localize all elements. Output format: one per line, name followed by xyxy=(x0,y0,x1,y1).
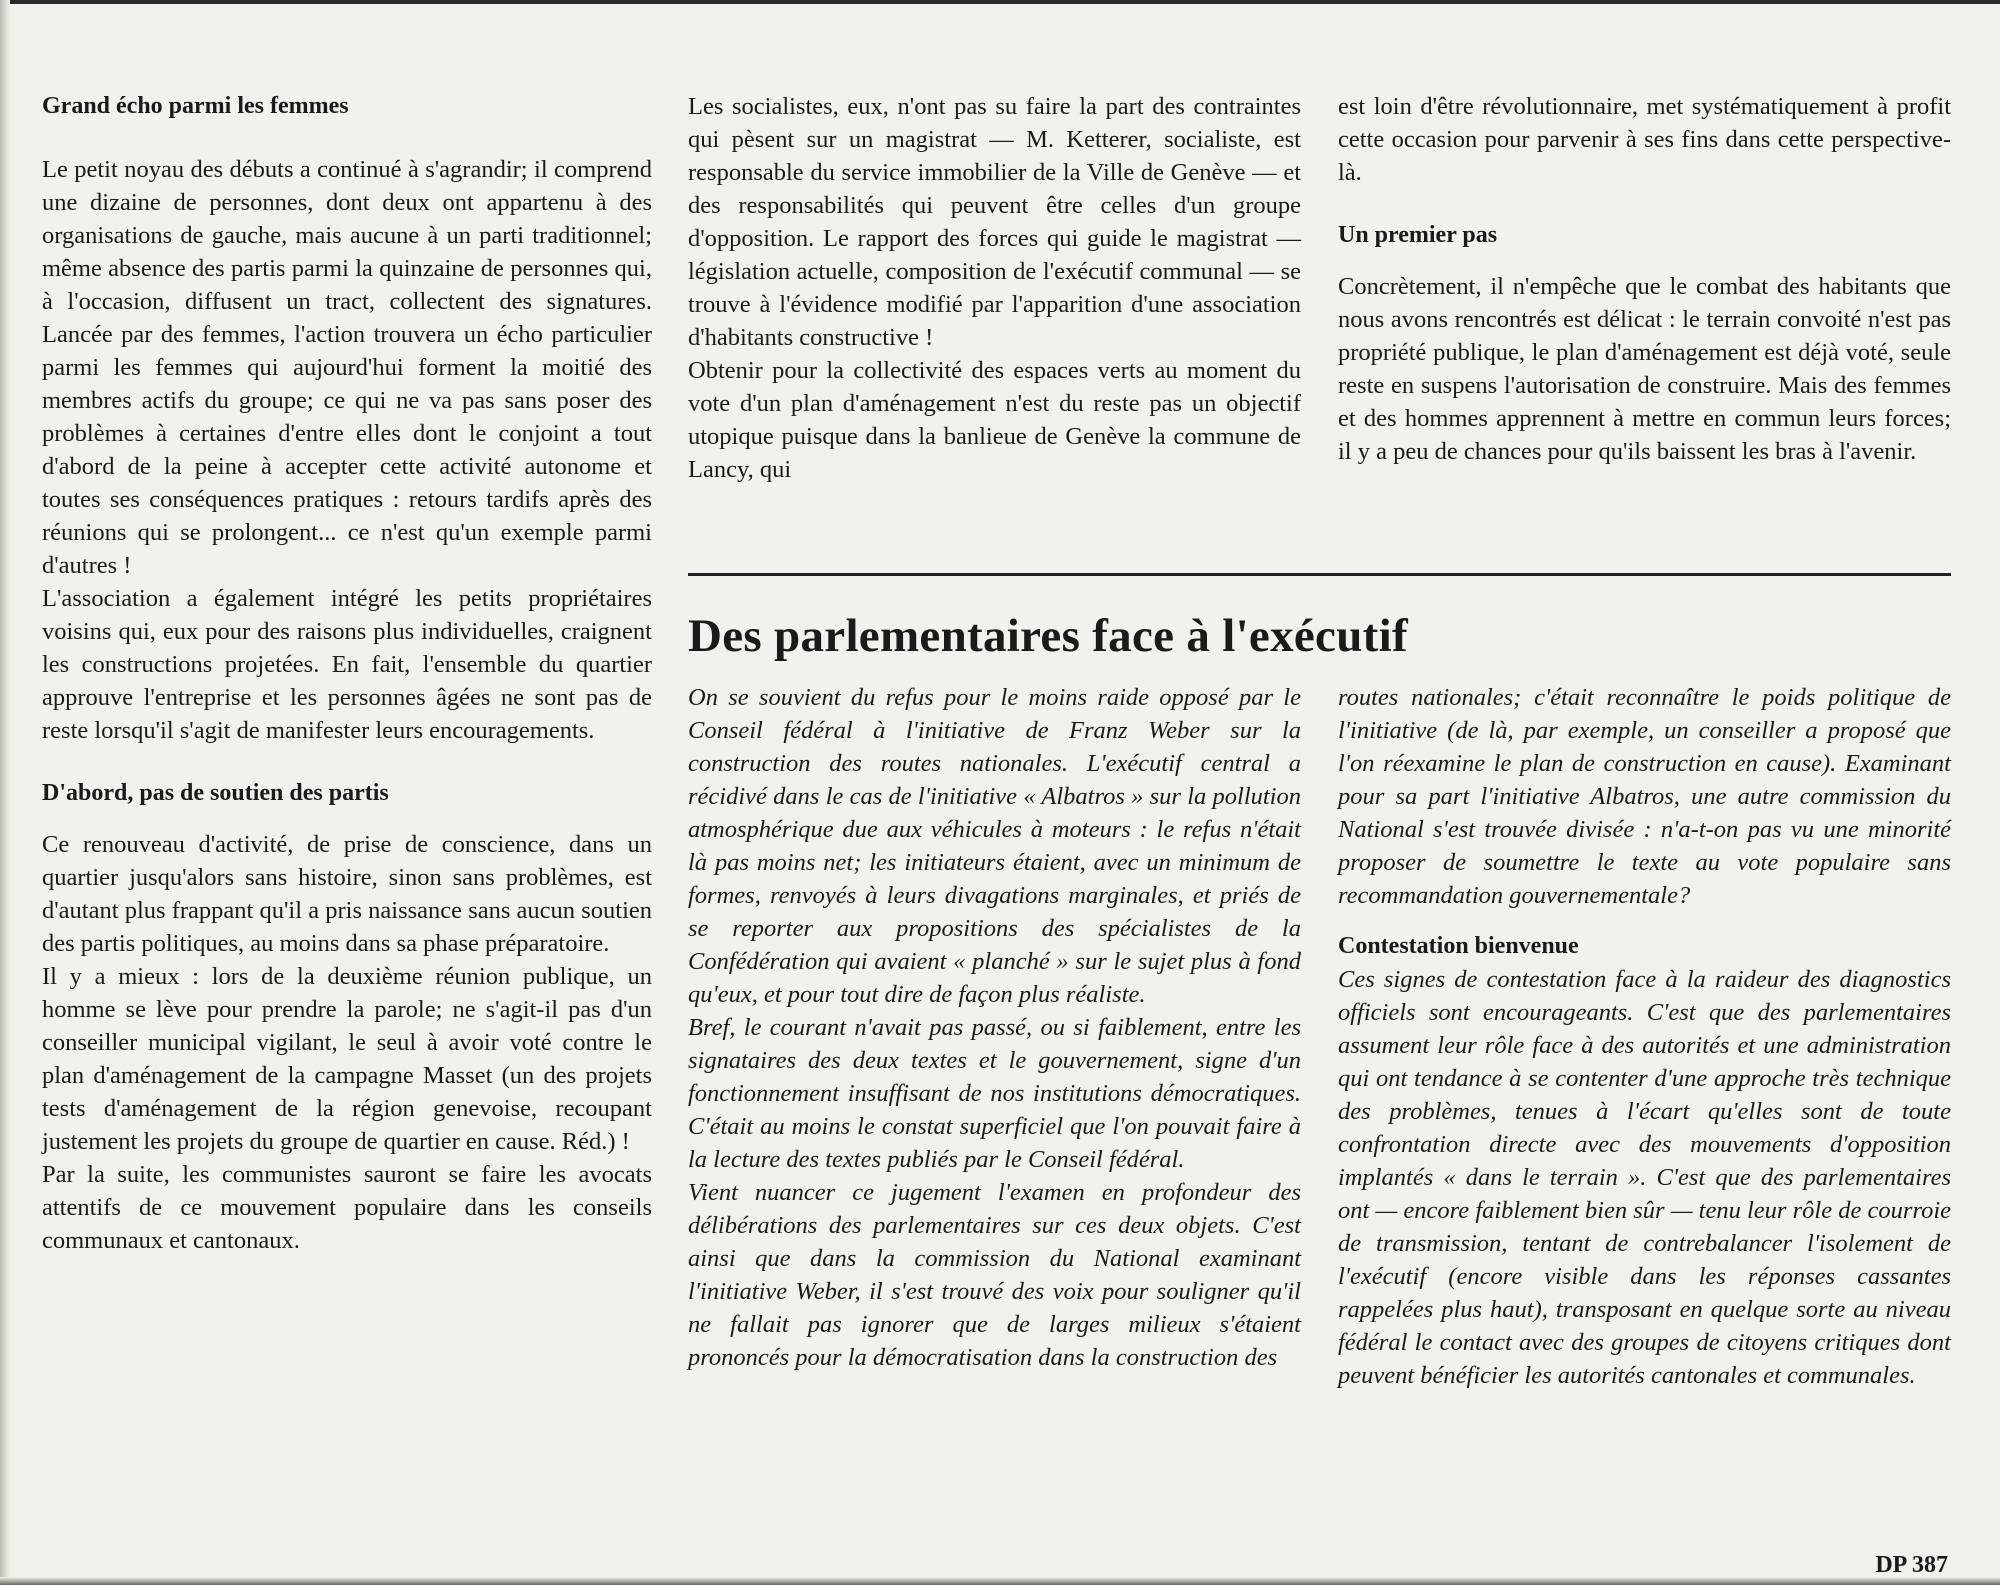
page-bottom-edge xyxy=(0,1577,2000,1585)
column-right-top xyxy=(1338,90,1951,468)
page-label: DP 387 xyxy=(1875,1552,1948,1578)
paragraph: L'association a également intégré les petits propriétaires voisins qui, eux pour des raisons plus individuelles, craignent les constructions projetées. En fait, l'ensemble du quartier approuve l'entreprise et les personnes âgées ne sont pas de reste lorsqu'il s'agit de manifester leurs encouragements. xyxy=(42,585,652,744)
paragraph: Il y a mieux : lors de la deuxième réunion publique, un homme se lève pour prendre la parole; ne s'agit-il pas d'un conseiller municipal vigilant, le seul à avoir voté contre le plan d'aménagement de la campagne Masset (un des projets tests d'aménagement de la région genevoise, recoupant justement les projets du groupe de quartier en cause. Réd.) ! xyxy=(42,963,652,1155)
paragraph: Par la suite, les communistes sauront se faire les avocats attentifs de ce mouvement populaire dans les conseils communaux et cantonaux. xyxy=(42,1161,652,1254)
column-left xyxy=(42,90,652,1257)
article-headline: Des parlementaires face à l'exécutif xyxy=(688,610,1408,662)
paragraph: Ces signes de contestation face à la raideur des diagnostics officiels sont encourageants. C'est que des parlementaires assument leur rôle face à des autorités et une administration qui ont tendance à se contenter d'une approche très technique des problèmes, tenues à l'écart qu'elles sont de toute confrontation directe avec des mouvements d'opposition implantés « dans le terrain ». C'est que des parlementaires ont — encore faiblement bien sûr — tenu leur rôle de courroie de transmission, tentant de contrebalancer l'isolement de l'exécutif (encore visible dans les réponses cassantes rappelées plus haut), transposant en quelque sorte au niveau fédéral le contact avec des groupes de citoyens critiques dont peuvent bénéficier les autorités cantonales et communales. xyxy=(1338,966,1951,1389)
paragraph: On se souvient du refus pour le moins raide opposé par le Conseil fédéral à l'initiative de Franz Weber sur la construction des routes nationales. L'exécutif central a récidivé dans le cas de l'initiative « Albatros » sur la pollution atmosphérique due aux véhicules à moteurs : le refus n'était là pas moins net; les initiateurs étaient, avec un minimum de formes, renvoyés à leurs divagations marginales, et priés de se reporter aux propositions des spécialistes de la Confédération qui avaient « planché » sur le sujet plus à fond qu'eux, et pour tout dire de façon plus réaliste. xyxy=(688,684,1301,1008)
paragraph: Ce renouveau d'activité, de prise de conscience, dans un quartier jusqu'alors sans histoire, sinon sans problèmes, est d'autant plus frappant qu'il a pris naissance sans aucun soutien des partis politiques, au moins dans sa phase préparatoire. xyxy=(42,831,652,957)
paragraph: Concrètement, il n'empêche que le combat des habitants que nous avons rencontrés est délicat : le terrain convoité n'est pas propriété publique, le plan d'aménagement est déjà voté, seule reste en suspens l'autorisation de construire. Mais des femmes et des hommes apprennent à mettre en commun leurs forces; il y a peu de chances pour qu'ils baissent les bras à l'avenir. xyxy=(1338,273,1951,465)
column-right-bottom xyxy=(1338,681,1951,1392)
section-heading-no-party-support: D'abord, pas de soutien des partis xyxy=(42,780,389,806)
paragraph: Obtenir pour la collectivité des espaces verts au moment du vote d'un plan d'aménagement n'est du reste pas un objectif utopique puisque dans la banlieue de Genève la commune de Lancy, qui xyxy=(688,357,1301,483)
column-middle-bottom xyxy=(688,681,1301,1374)
paragraph: Les socialistes, eux, n'ont pas su faire la part des contraintes qui pèsent sur un magistrat — M. Ketterer, socialiste, est responsable du service immobilier de la Ville de Genève — et des responsabilités qui peuvent être celles d'un groupe d'opposition. Le rapport des forces qui guide le magistrat — législation actuelle, composition de l'exécutif communal — se trouve à l'évidence modifié par l'apparition d'une association d'habitants constructive ! xyxy=(688,93,1301,351)
paragraph: est loin d'être révolutionnaire, met systématiquement à profit cette occasion pour parvenir à ses fins dans cette perspective-là. xyxy=(1338,93,1951,186)
page-left-edge xyxy=(0,0,10,1585)
paragraph: routes nationales; c'était reconnaître le poids politique de l'initiative (de là, par exemple, un conseiller a proposé que l'on réexamine le plan de construction en cause). Examinant pour sa part l'initiative Albatros, une autre commission du National s'est trouvée divisée : n'a-t-on pas vu une minorité proposer de soumettre le texte au vote populaire sans recommandation gouvernementale? xyxy=(1338,684,1951,909)
section-heading-women: Grand écho parmi les femmes xyxy=(42,93,349,119)
section-heading-first-step: Un premier pas xyxy=(1338,222,1498,248)
top-rule xyxy=(0,0,2000,4)
paragraph: Bref, le courant n'avait pas passé, ou si faiblement, entre les signataires des deux textes et le gouvernement, signe d'un fonctionnement insuffisant de nos institutions démocratiques. C'était au moins le constat superficiel que l'on pouvait faire à la lecture des textes publiés par le Conseil fédéral. xyxy=(688,1014,1301,1173)
column-middle-top xyxy=(688,90,1301,486)
paragraph: Le petit noyau des débuts a continué à s'agrandir; il comprend une dizaine de personnes, dont deux ont appartenu à des organisations de gauche, mais aucune à un parti traditionnel; même absence des partis parmi la quinzaine de personnes qui, à l'occasion, diffusent un tract, collectent des signatures. Lancée par des femmes, l'action trouvera un écho particulier parmi les femmes qui aujourd'hui forment la moitié des membres actifs du groupe; ce qui ne va pas sans poser des problèmes à certaines d'entre elles dont le conjoint a tout d'abord de la peine à accepter cette activité autonome et toutes ses conséquences pratiques : retours tardifs après des réunions qui se prolongent... ce n'est qu'un exemple parmi d'autres ! xyxy=(42,156,652,579)
section-heading-welcome-protest: Contestation bienvenue xyxy=(1338,933,1579,959)
paragraph: Vient nuancer ce jugement l'examen en profondeur des délibérations des parlementaires sur ces deux objets. C'est ainsi que dans la commission du National examinant l'initiative Weber, il s'est trouvé des voix pour souligner qu'il ne fallait pas ignorer que de larges milieux s'étaient prononcés pour la démocratisation dans la construction des xyxy=(688,1179,1301,1371)
article-divider xyxy=(688,573,1951,576)
